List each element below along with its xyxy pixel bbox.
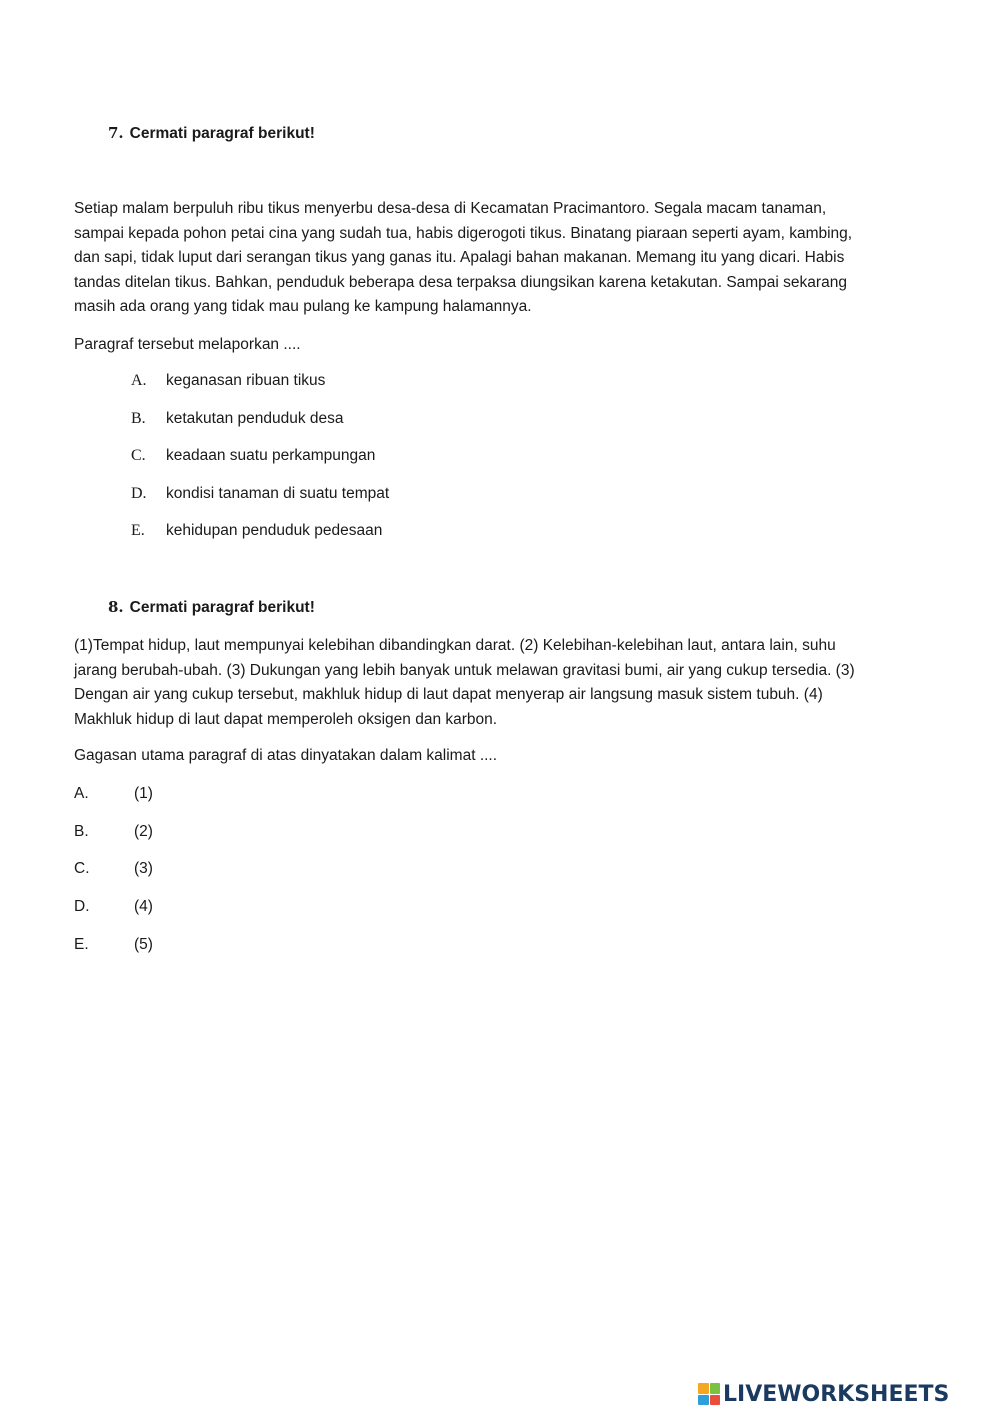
option-letter: B. bbox=[131, 410, 146, 427]
question-8-number: 8. bbox=[108, 598, 124, 616]
option-text: kondisi tanaman di suatu tempat bbox=[166, 485, 390, 502]
question-8-option-c[interactable] bbox=[74, 860, 153, 878]
paragraph-line: dan sapi, tidak luput dari serangan tikus yang ganas itu. Apalagi bahan makanan. Memang itu yang dicari. Habis bbox=[74, 249, 845, 267]
paragraph-line: sampai kepada pohon petai cina yang sudah tua, habis digerogoti tikus. Binatang piaraan seperti ayam, kambing, bbox=[74, 224, 853, 242]
option-text: kehidupan penduduk pedesaan bbox=[166, 522, 383, 539]
paragraph-line: tandas ditelan tikus. Bahkan, penduduk beberapa desa terpaksa diungsikan karena ketakutan. Sampai sekarang bbox=[74, 273, 847, 291]
question-7-heading bbox=[108, 124, 315, 143]
option-text: ketakutan penduduk desa bbox=[166, 410, 344, 427]
question-7-prompt: Paragraf tersebut melaporkan .... bbox=[74, 336, 301, 353]
option-text: (5) bbox=[134, 936, 153, 953]
option-text: (4) bbox=[134, 898, 153, 915]
option-text: (3) bbox=[134, 860, 153, 877]
option-letter: C. bbox=[74, 860, 90, 877]
option-letter: E. bbox=[131, 522, 145, 539]
option-letter: D. bbox=[131, 485, 147, 502]
liveworksheets-logo-icon bbox=[698, 1383, 720, 1405]
liveworksheets-brand bbox=[698, 1381, 949, 1407]
option-letter: C. bbox=[131, 447, 146, 464]
option-text: (2) bbox=[134, 823, 153, 840]
logo-square bbox=[698, 1383, 709, 1394]
paragraph-line: Dengan air yang cukup tersebut, makhluk hidup di laut dapat menyerap air langsung masuk sistem tubuh. (4) bbox=[74, 686, 823, 704]
logo-square bbox=[710, 1395, 721, 1406]
paragraph-line: Setiap malam berpuluh ribu tikus menyerbu desa-desa di Kecamatan Pracimantoro. Segala macam tanaman, bbox=[74, 200, 827, 217]
logo-square bbox=[698, 1395, 709, 1406]
paragraph-line: jarang berubah-ubah. (3) Dukungan yang lebih banyak untuk melawan gravitasi bumi, air yang cukup tersedia. (3) bbox=[74, 661, 855, 679]
question-7-option-c[interactable] bbox=[131, 447, 375, 465]
question-8-prompt: Gagasan utama paragraf di atas dinyatakan dalam kalimat .... bbox=[74, 747, 498, 764]
paragraph-line: (1)Tempat hidup, laut mempunyai kelebihan dibandingkan darat. (2) Kelebihan-kelebihan laut, antara lain, suhu bbox=[74, 637, 836, 654]
question-8-option-d[interactable] bbox=[74, 898, 153, 916]
question-8-heading bbox=[108, 598, 315, 617]
option-text: keadaan suatu perkampungan bbox=[166, 447, 376, 464]
option-letter: B. bbox=[74, 823, 89, 840]
option-letter: A. bbox=[74, 785, 89, 802]
option-text: (1) bbox=[134, 785, 153, 802]
question-8-option-b[interactable] bbox=[74, 823, 153, 841]
question-7-title: Cermati paragraf berikut! bbox=[129, 125, 315, 142]
question-7-number: 7. bbox=[108, 124, 124, 142]
option-letter: A. bbox=[131, 372, 147, 389]
paragraph-line: Makhluk hidup di laut dapat memperoleh oksigen dan karbon. bbox=[74, 710, 498, 728]
question-8-option-e[interactable] bbox=[74, 936, 153, 954]
question-8-paragraph bbox=[74, 634, 934, 732]
question-7-option-a[interactable] bbox=[131, 372, 325, 390]
question-7-option-e[interactable] bbox=[131, 522, 382, 540]
question-8-option-a[interactable] bbox=[74, 785, 153, 803]
question-7-paragraph bbox=[74, 197, 934, 320]
question-7-option-b[interactable] bbox=[131, 410, 344, 428]
liveworksheets-wordmark: LIVEWORKSHEETS bbox=[723, 1381, 950, 1407]
question-8-title: Cermati paragraf berikut! bbox=[129, 599, 315, 616]
option-letter: D. bbox=[74, 898, 90, 915]
logo-square bbox=[710, 1383, 721, 1394]
option-letter: E. bbox=[74, 936, 89, 953]
question-7-option-d[interactable] bbox=[131, 485, 389, 503]
paragraph-line: masih ada orang yang tidak mau pulang ke kampung halamannya. bbox=[74, 298, 532, 316]
option-text: keganasan ribuan tikus bbox=[166, 372, 326, 389]
